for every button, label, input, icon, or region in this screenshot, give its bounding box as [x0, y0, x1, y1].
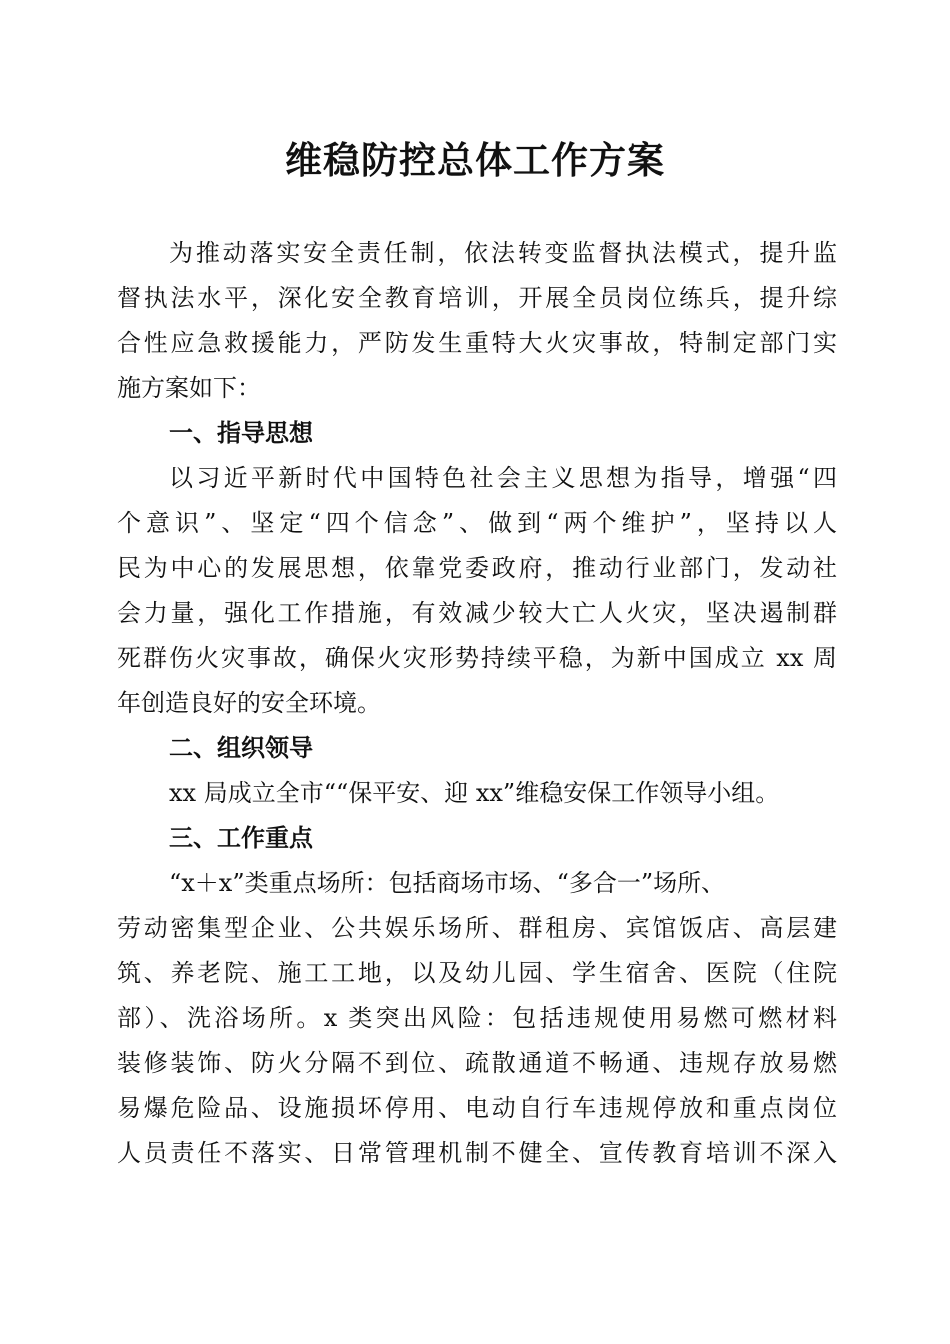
section3-line: 部）、洗浴场所。x 类突出风险：包括违规使用易燃可燃材料	[117, 1004, 837, 1032]
document-body	[117, 232, 837, 1177]
section1-line: 民为中心的发展思想，依靠党委政府，推动行业部门，发动社	[117, 554, 837, 582]
intro-line: 施方案如下：	[117, 374, 261, 402]
section3-line: 劳动密集型企业、公共娱乐场所、群租房、宾馆饭店、高层建	[117, 914, 837, 942]
section3-line: 易爆危险品、设施损坏停用、电动自行车违规停放和重点岗位	[117, 1094, 837, 1122]
section1-line: 以习近平新时代中国特色社会主义思想为指导，增强“四	[169, 464, 837, 492]
section1-line: 年创造良好的安全环境。	[117, 689, 381, 717]
section1-line: 会力量，强化工作措施，有效减少较大亡人火灾，坚决遏制群	[117, 599, 837, 627]
section-heading-organization: 二、组织领导	[169, 734, 313, 762]
intro-line: 为推动落实安全责任制，依法转变监督执法模式，提升监	[169, 239, 837, 267]
section-heading-work-focus: 三、工作重点	[169, 824, 313, 852]
section2-line: xx 局成立全市““保平安、迎 xx”维稳安保工作领导小组。	[169, 779, 780, 807]
section3-line: “x＋x”类重点场所：包括商场市场、“多合一”场所、	[169, 869, 726, 897]
section-heading-guiding-ideology: 一、指导思想	[169, 419, 313, 447]
section1-line: 死群伤火灾事故，确保火灾形势持续平稳，为新中国成立 xx 周	[117, 644, 837, 672]
intro-line: 合性应急救援能力，严防发生重特大火灾事故，特制定部门实	[117, 329, 837, 357]
section1-line: 个意识”、坚定“四个信念”、做到“两个维护”，坚持以人	[117, 509, 837, 537]
document-title: 维稳防控总体工作方案	[285, 138, 665, 182]
intro-line: 督执法水平，深化安全教育培训，开展全员岗位练兵，提升综	[117, 284, 837, 312]
section3-line: 筑、养老院、施工工地，以及幼儿园、学生宿舍、医院（住院	[117, 959, 837, 987]
section3-line: 人员责任不落实、日常管理机制不健全、宣传教育培训不深入	[117, 1139, 837, 1167]
section3-line: 装修装饰、防火分隔不到位、疏散通道不畅通、违规存放易燃	[117, 1049, 837, 1077]
